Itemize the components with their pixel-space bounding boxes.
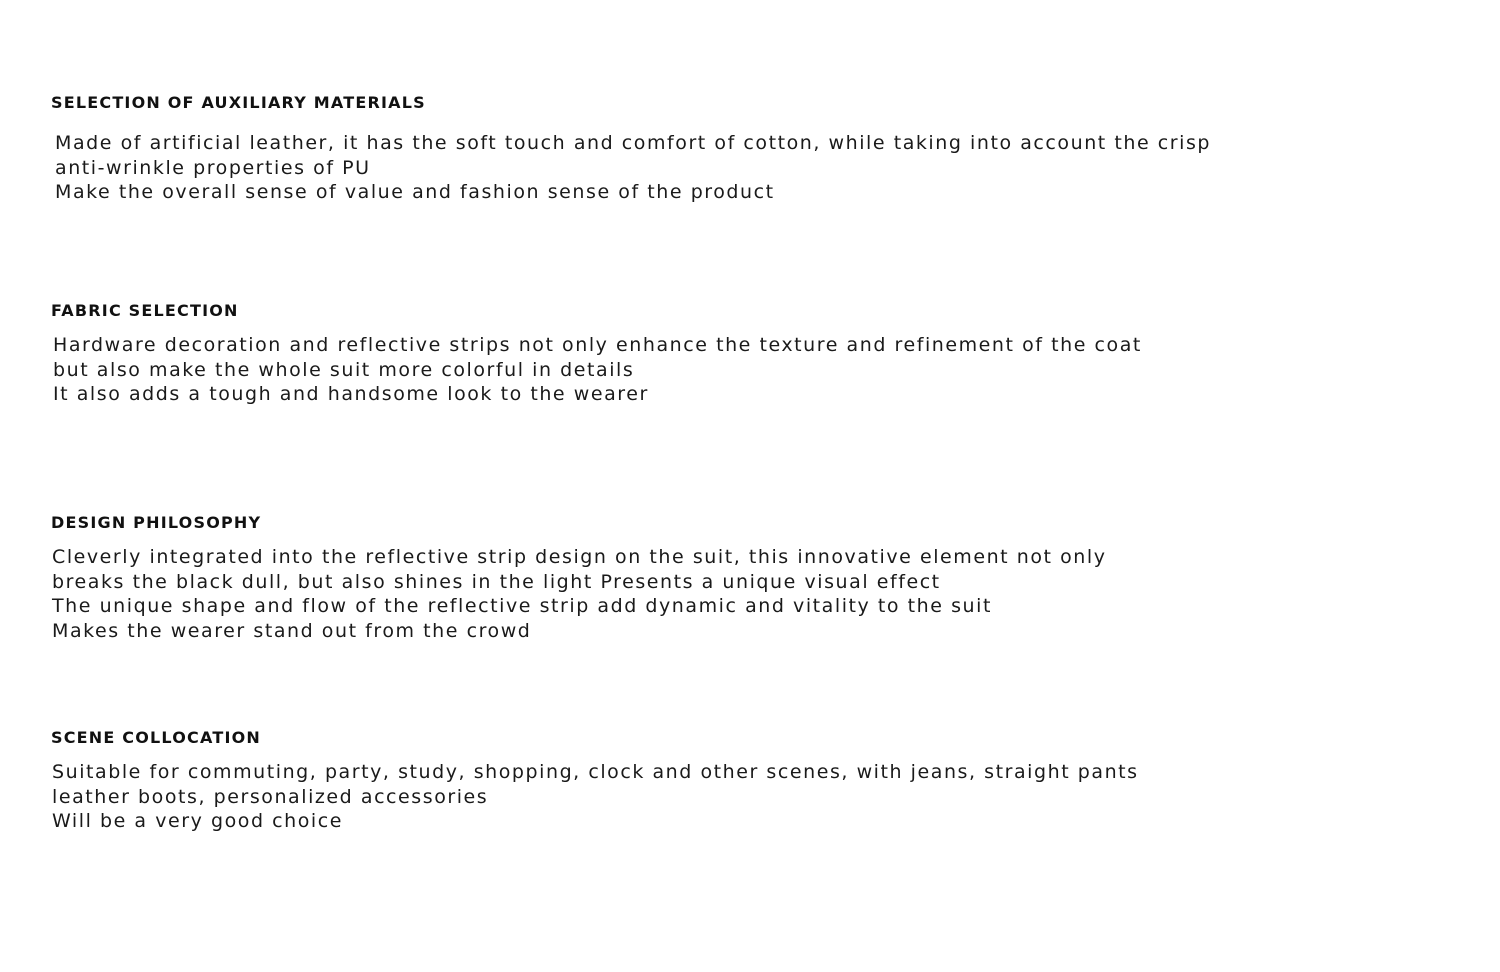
body-line: Hardware decoration and reflective strips not only enhance the texture and refinement of the coat [53, 334, 1142, 356]
section-body [55, 131, 1211, 205]
section-heading: SELECTION OF AUXILIARY MATERIALS [51, 93, 426, 112]
section-body [53, 333, 1142, 407]
body-line: Makes the wearer stand out from the crowd [52, 619, 532, 642]
section-body [52, 760, 1139, 834]
section-heading: FABRIC SELECTION [51, 301, 239, 320]
body-line: Made of artificial leather, it has the soft touch and comfort of cotton, while taking into account the crisp [55, 132, 1212, 154]
body-line: It also adds a tough and handsome look to the wearer [53, 383, 649, 405]
body-line: breaks the black dull, but also shines in the light Presents a unique visual effect [52, 570, 941, 593]
section-body [52, 545, 1107, 643]
body-line: Cleverly integrated into the reflective strip design on the suit, this innovative element not only [52, 546, 1107, 568]
body-line: anti-wrinkle properties of PU [55, 156, 371, 179]
body-line: The unique shape and flow of the reflective strip add dynamic and vitality to the suit [52, 595, 992, 617]
body-line: leather boots, personalized accessories [52, 785, 489, 808]
body-line: Make the overall sense of value and fashion sense of the product [55, 181, 775, 203]
body-line: Will be a very good choice [52, 810, 343, 832]
body-line: but also make the whole suit more colorful in details [53, 358, 635, 381]
body-line: Suitable for commuting, party, study, shopping, clock and other scenes, with jeans, straight pants [52, 761, 1139, 783]
section-heading: DESIGN PHILOSOPHY [51, 513, 262, 532]
section-heading: SCENE COLLOCATION [51, 728, 261, 747]
